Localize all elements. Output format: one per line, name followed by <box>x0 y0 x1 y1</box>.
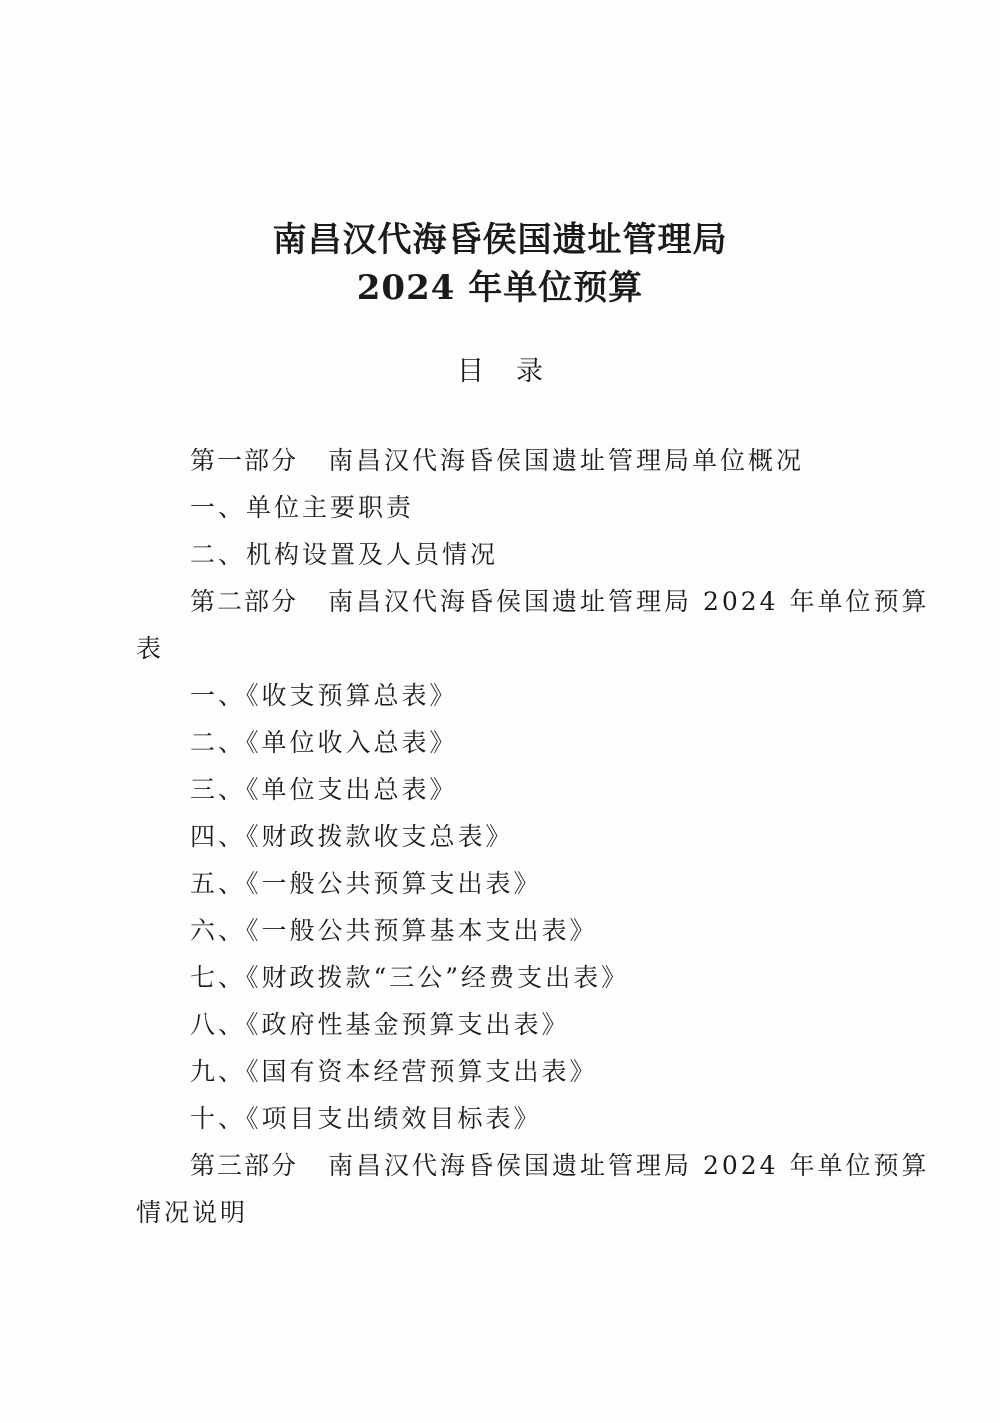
toc-item: 九、《国有资本经营预算支出表》 <box>190 1057 598 1086</box>
toc-item: 六、《一般公共预算基本支出表》 <box>190 916 598 945</box>
toc-item: 二、《单位收入总表》 <box>190 728 458 757</box>
toc-part2-title-cont: 表 <box>136 634 165 663</box>
document-title-line2: 2024 年单位预算 <box>356 268 644 308</box>
toc-part1 <box>190 444 804 478</box>
toc-item: 八、《政府性基金预算支出表》 <box>190 1010 570 1039</box>
toc-part2 <box>190 585 930 619</box>
toc-part3-title: 南昌汉代海昏侯国遗址管理局 2024 年单位预算 <box>328 1151 930 1180</box>
toc-item: 七、《财政拨款“三公”经费支出表》 <box>190 963 630 992</box>
toc-item: 十、《项目支出绩效目标表》 <box>190 1104 542 1133</box>
toc-part3-label: 第三部分 <box>190 1151 299 1180</box>
toc-item: 二、机构设置及人员情况 <box>190 540 499 569</box>
toc-item: 三、《单位支出总表》 <box>190 775 458 804</box>
toc-item: 五、《一般公共预算支出表》 <box>190 869 542 898</box>
document-title-line1: 南昌汉代海昏侯国遗址管理局 <box>272 220 728 260</box>
toc-item: 一、《收支预算总表》 <box>190 681 458 710</box>
toc-item: 四、《财政拨款收支总表》 <box>190 822 514 851</box>
toc-heading: 目录 <box>457 356 575 387</box>
toc-part3-title-cont: 情况说明 <box>136 1198 249 1227</box>
toc-item: 一、单位主要职责 <box>190 493 415 522</box>
toc-part2-label: 第二部分 <box>190 587 299 616</box>
toc-part3 <box>190 1149 930 1183</box>
toc-part2-title: 南昌汉代海昏侯国遗址管理局 2024 年单位预算 <box>328 587 930 616</box>
toc-part1-label: 第一部分 <box>190 446 299 475</box>
toc-part1-title: 南昌汉代海昏侯国遗址管理局单位概况 <box>328 446 805 475</box>
